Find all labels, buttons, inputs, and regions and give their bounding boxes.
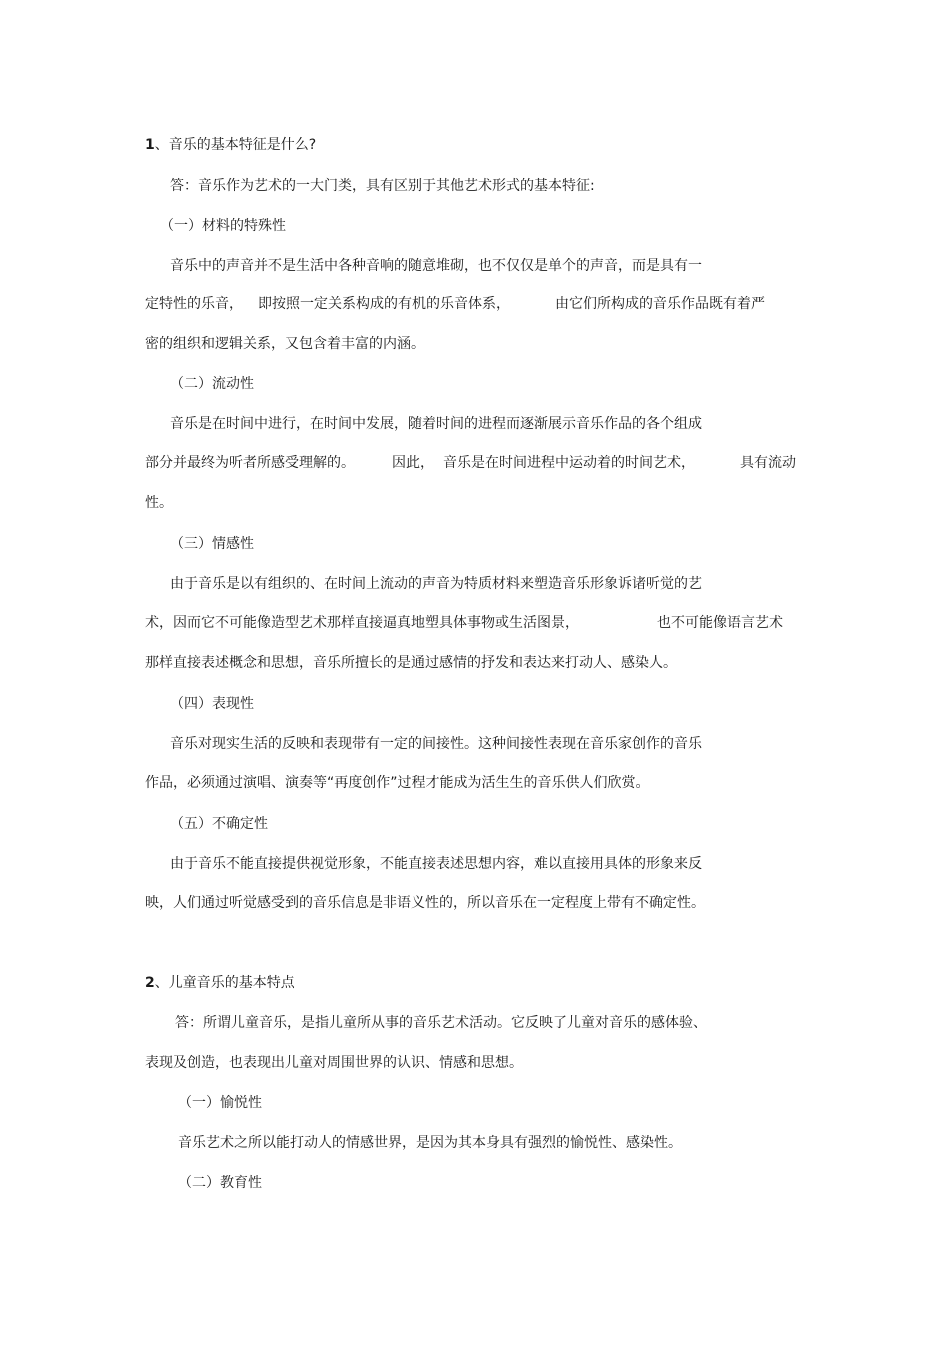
paragraph-line: 映，人们通过听觉感受到的音乐信息是非语义性的，所以音乐在一定程度上带有不确定性。 (145, 895, 705, 911)
section-heading: （一）材料的特殊性 (160, 218, 286, 234)
paragraph-line: 即按照一定关系构成的有机的乐音体系， (258, 296, 510, 312)
paragraph-line: 因此， (392, 455, 434, 471)
question-title-text: 、音乐的基本特征是什么? (154, 137, 317, 153)
section-heading: （五）不确定性 (170, 816, 268, 832)
question-title-text: 、儿童音乐的基本特点 (154, 975, 295, 991)
paragraph-line: 音乐是在时间进程中运动着的时间艺术， (443, 455, 695, 471)
paragraph-line: 由它们所构成的音乐作品既有着严 (555, 296, 765, 312)
paragraph-line: 也不可能像语言艺术 (657, 615, 783, 631)
paragraph-line: 术，因而它不可能像造型艺术那样直接逼真地塑具体事物或生活图景， (145, 615, 579, 631)
paragraph-line: 音乐是在时间中进行，在时间中发展，随着时间的进程而逐渐展示音乐作品的各个组成 (170, 416, 702, 432)
paragraph-line: 音乐中的声音并不是生活中各种音响的随意堆砌，也不仅仅是单个的声音，而是具有一 (170, 258, 702, 274)
paragraph-line: 音乐对现实生活的反映和表现带有一定的间接性。这种间接性表现在音乐家创作的音乐 (170, 736, 702, 752)
section-heading: （二）教育性 (178, 1175, 262, 1191)
answer-intro: 表现及创造，也表现出儿童对周围世界的认识、情感和思想。 (145, 1055, 523, 1071)
question-2-title (145, 973, 295, 993)
section-heading: （三）情感性 (170, 536, 254, 552)
answer-intro: 答：音乐作为艺术的一大门类，具有区别于其他艺术形式的基本特征: (170, 178, 595, 194)
question-number: 1 (145, 137, 155, 153)
paragraph-line: 密的组织和逻辑关系，又包含着丰富的内涵。 (145, 336, 425, 352)
answer-intro: 答：所谓儿童音乐，是指儿童所从事的音乐艺术活动。它反映了儿童对音乐的感体验、 (175, 1015, 707, 1031)
paragraph-line: 定特性的乐音， (145, 296, 243, 312)
question-number: 2 (145, 975, 155, 991)
paragraph-line: 性。 (145, 495, 173, 511)
paragraph-line: 那样直接表述概念和思想，音乐所擅长的是通过感情的抒发和表达来打动人、感染人。 (145, 655, 677, 671)
paragraph-line: 作品，必须通过演唱、演奏等“再度创作”过程才能成为活生生的音乐供人们欣赏。 (145, 775, 650, 791)
paragraph-line: 部分并最终为听者所感受理解的。 (145, 455, 355, 471)
paragraph-line: 由于音乐是以有组织的、在时间上流动的声音为特质材料来塑造音乐形象诉诸听觉的艺 (170, 576, 702, 592)
question-1-title (145, 135, 316, 155)
section-heading: （一）愉悦性 (178, 1095, 262, 1111)
paragraph-line: 音乐艺术之所以能打动人的情感世界，是因为其本身具有强烈的愉悦性、感染性。 (178, 1135, 682, 1151)
paragraph-line: 具有流动 (740, 455, 796, 471)
section-heading: （四）表现性 (170, 696, 254, 712)
section-heading: （二）流动性 (170, 376, 254, 392)
paragraph-line: 由于音乐不能直接提供视觉形象，不能直接表述思想内容，难以直接用具体的形象来反 (170, 856, 702, 872)
